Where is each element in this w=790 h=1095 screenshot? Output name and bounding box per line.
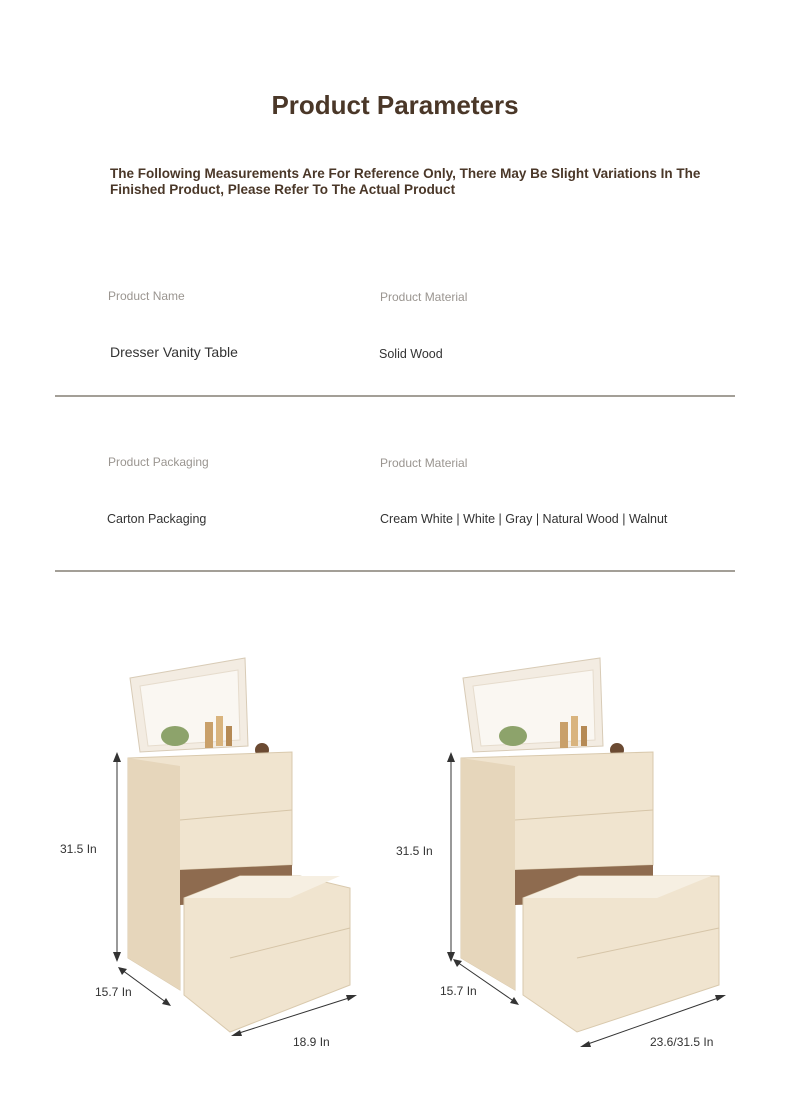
right-width-dimension: 23.6/31.5 In	[650, 1035, 714, 1049]
left-depth-dimension: 15.7 In	[95, 985, 132, 999]
product-color-value: Cream White | White | Gray | Natural Wood | Walnut	[380, 512, 668, 526]
divider	[55, 570, 735, 572]
right-height-dimension: 31.5 In	[396, 844, 433, 858]
reference-note: The Following Measurements Are For Reference Only, There May Be Slight Variations In The Finished Product, Please Refer To The Actual Product	[110, 166, 701, 197]
page-title: Product Parameters	[271, 90, 519, 120]
product-name-value: Dresser Vanity Table	[110, 344, 238, 360]
product-name-label: Product Name	[108, 289, 185, 303]
divider	[55, 395, 735, 397]
left-width-dimension: 18.9 In	[293, 1035, 330, 1049]
right-depth-dimension: 15.7 In	[440, 984, 477, 998]
product-material-label: Product Material	[380, 290, 468, 304]
left-height-dimension: 31.5 In	[60, 842, 97, 856]
product-color-label: Product Material	[380, 456, 468, 470]
product-material-value: Solid Wood	[379, 347, 443, 361]
product-packaging-label: Product Packaging	[108, 455, 209, 469]
product-packaging-value: Carton Packaging	[107, 512, 207, 526]
